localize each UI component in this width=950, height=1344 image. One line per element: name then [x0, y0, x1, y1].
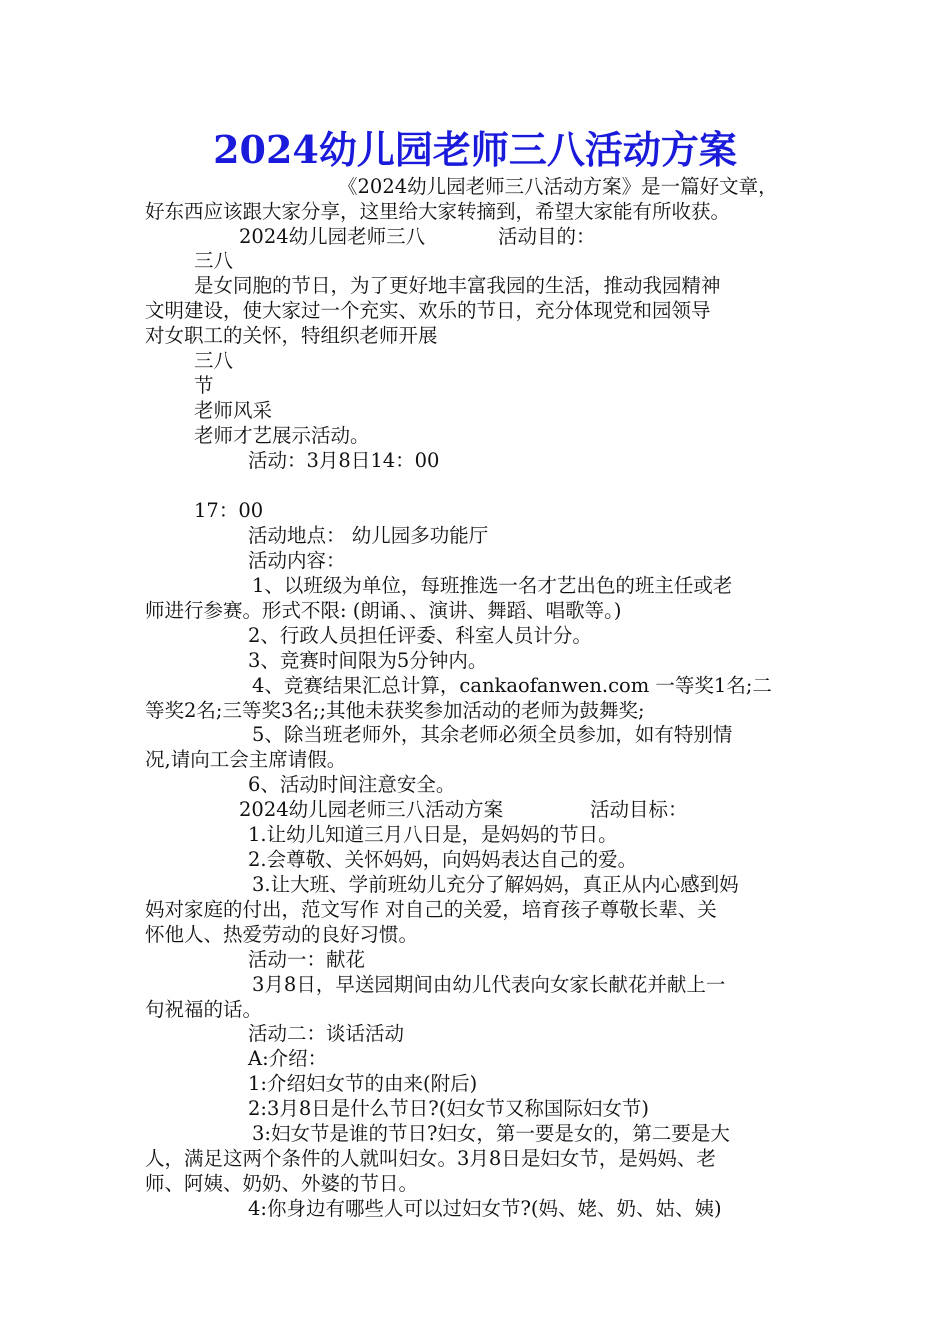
paragraph-line: 文明建设，使大家过一个充实、欢乐的节日，充分体现党和园领导 — [145, 299, 711, 322]
paragraph-line: 活动地点： 幼儿园多功能厅 — [248, 524, 489, 547]
paragraph-line: 三八 — [194, 349, 234, 372]
paragraph-line: 句祝福的话。 — [145, 998, 263, 1021]
list-item: 6、活动时间注意安全。 — [248, 773, 456, 796]
paragraph-line: 是女同胞的节日，为了更好地丰富我园的生活，推动我园精神 — [194, 274, 721, 297]
paragraph-line: 况,请向工会主席请假。 — [145, 748, 347, 771]
paragraph-line: 节 — [194, 374, 214, 397]
list-item: 5、除当班老师外，其余老师必须全员参加，如有特别情 — [252, 723, 733, 746]
list-item: 3:妇女节是谁的节日?妇女，第一要是女的，第二要是大 — [252, 1122, 730, 1145]
paragraph-line: A:介绍： — [248, 1047, 328, 1070]
paragraph-line: 活动二：谈话活动 — [248, 1022, 405, 1045]
list-item: 2、行政人员担任评委、科室人员计分。 — [248, 624, 592, 647]
paragraph-line: 师进行参赛。形式不限: (朗诵、、演讲、舞蹈、唱歌等。) — [145, 599, 622, 622]
section-heading: 活动目的： — [498, 225, 596, 248]
paragraph-line: 老师才艺展示活动。 — [194, 424, 370, 447]
list-item: 3、竞赛时间限为5分钟内。 — [248, 649, 488, 672]
document-title: 2024幼儿园老师三八活动方案 — [213, 127, 737, 172]
paragraph-line: 三八 — [194, 249, 234, 272]
paragraph-line: 老师风采 — [194, 399, 273, 422]
list-item: 4:你身边有哪些人可以过妇女节?(妈、姥、奶、姑、姨) — [248, 1197, 722, 1220]
paragraph-line: 活动一：献花 — [248, 948, 366, 971]
section-heading: 活动目标： — [590, 798, 688, 821]
paragraph-line: 17：00 — [194, 499, 264, 522]
list-item: 1.让幼儿知道三月八日是，是妈妈的节日。 — [248, 823, 618, 846]
list-item: 1、以班级为单位，每班推选一名才艺出色的班主任或老 — [252, 574, 733, 597]
section-heading: 2024幼儿园老师三八活动方案 — [239, 798, 504, 821]
paragraph-line: 3月8日，早送园期间由幼儿代表向女家长献花并献上一 — [252, 973, 726, 996]
paragraph-line: 好东西应该跟大家分享，这里给大家转摘到，希望大家能有所收获。 — [145, 200, 731, 223]
list-item: 2:3月8日是什么节日?(妇女节又称国际妇女节) — [248, 1097, 649, 1120]
paragraph-line: 师、阿姨、奶奶、外婆的节日。 — [145, 1172, 419, 1195]
paragraph-line: 活动：3月8日14：00 — [248, 449, 440, 472]
list-item: 1:介绍妇女节的由来(附后) — [248, 1072, 478, 1095]
list-item: 4、竞赛结果汇总计算，cankaofanwen.com 一等奖1名;二 — [252, 674, 772, 697]
list-item: 2.会尊敬、关怀妈妈，向妈妈表达自己的爱。 — [248, 848, 638, 871]
list-item: 3.让大班、学前班幼儿充分了解妈妈，真正从内心感到妈 — [252, 873, 739, 896]
paragraph-line: 等奖2名;三等奖3名;;其他未获奖参加活动的老师为鼓舞奖; — [145, 699, 645, 722]
paragraph-line: 怀他人、热爱劳动的良好习惯。 — [145, 923, 419, 946]
paragraph-line: 人，满足这两个条件的人就叫妇女。3月8日是妇女节，是妈妈、老 — [145, 1147, 716, 1170]
section-heading: 2024幼儿园老师三八 — [239, 225, 426, 248]
paragraph-line: 妈对家庭的付出，范文写作 对自己的关爱，培育孩子尊敬长辈、关 — [145, 898, 717, 921]
paragraph-line: 对女职工的关怀，特组织老师开展 — [145, 324, 438, 347]
paragraph-line: 活动内容： — [248, 549, 346, 572]
paragraph-line: 《2024幼儿园老师三八活动方案》是一篇好文章， — [338, 175, 778, 198]
